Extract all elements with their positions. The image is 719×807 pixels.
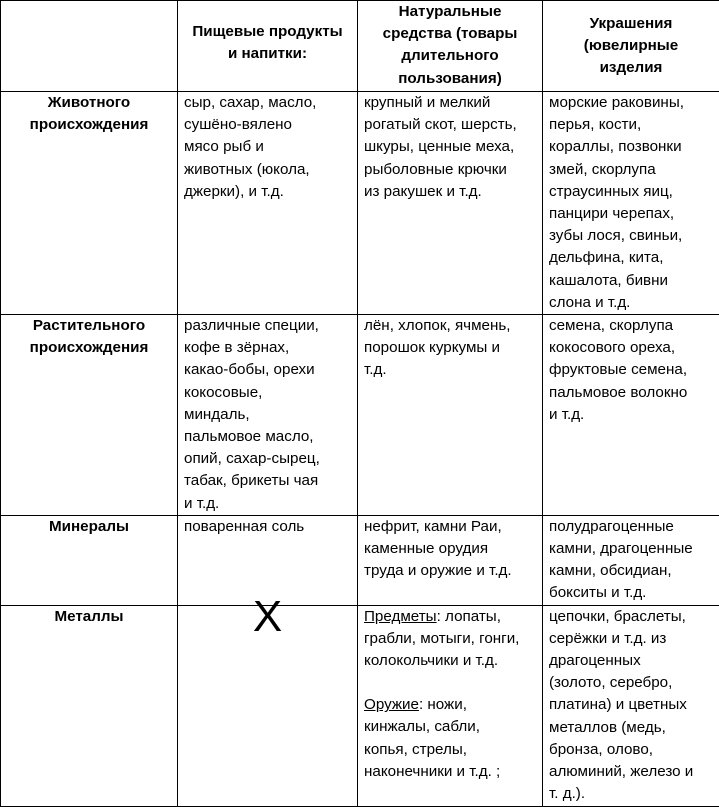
cell-line: шкуры, ценные меха, [364, 136, 536, 158]
cell-line: камни, драгоценные [549, 538, 713, 560]
cell-line: пальмовое волокно [549, 382, 713, 404]
cell-metals-natural [358, 605, 543, 806]
header-natural-line: Натуральные [364, 1, 536, 23]
cell-line: и т.д. [184, 493, 351, 515]
cell-line: страусинных яиц, [549, 181, 713, 203]
header-jewelry-line: (ювелирные [549, 35, 713, 57]
cell-line: драгоценных [549, 650, 713, 672]
cell-line: бронза, олово, [549, 739, 713, 761]
header-natural-cell [358, 1, 543, 92]
cell-line: панцири черепах, [549, 203, 713, 225]
table-row-animal [1, 92, 719, 315]
header-natural-line: пользования) [364, 68, 536, 90]
cell-line: миндаль, [184, 404, 351, 426]
cell-line: сыр, сахар, масло, [184, 92, 351, 114]
row-label-line: Минералы [7, 516, 171, 538]
cell-minerals-natural [358, 515, 543, 605]
cell-line [364, 694, 536, 716]
paragraph-gap [364, 672, 536, 694]
cell-line: мясо рыб и [184, 136, 351, 158]
cell-line: камни, обсидиан, [549, 560, 713, 582]
cell-plant-jewelry [543, 315, 719, 516]
header-food-cell [178, 1, 358, 92]
cell-line: морские раковины, [549, 92, 713, 114]
cell-line: бокситы и т.д. [549, 582, 713, 604]
cell-line: табак, брикеты чая [184, 470, 351, 492]
cell-line: каменные орудия [364, 538, 536, 560]
cell-line: из ракушек и т.д. [364, 181, 536, 203]
cell-line: зубы лося, свиньи, [549, 225, 713, 247]
cell-line: порошок куркумы и [364, 337, 536, 359]
cell-line: металлов (медь, [549, 717, 713, 739]
cell-line: т.д. [364, 359, 536, 381]
cell-line: грабли, мотыги, гонги, [364, 628, 536, 650]
table-row-plant [1, 315, 719, 516]
header-corner-cell [1, 1, 178, 92]
cell-metals-jewelry [543, 605, 719, 806]
cell-line: джерки), и т.д. [184, 181, 351, 203]
cell-line: алюминий, железо и [549, 761, 713, 783]
cell-line: слона и т.д. [549, 292, 713, 314]
row-label-metals [1, 605, 178, 806]
cell-line: и т.д. [549, 404, 713, 426]
row-label-line: Растительного [7, 315, 171, 337]
cell-line: колокольчики и т.д. [364, 650, 536, 672]
cell-line: различные специи, [184, 315, 351, 337]
cell-line: кинжалы, сабли, [364, 716, 536, 738]
cell-metals-food-not-applicable-mark: X [178, 605, 358, 806]
row-label-minerals [1, 515, 178, 605]
cell-line: платина) и цветных [549, 694, 713, 716]
cell-line: пальмовое масло, [184, 426, 351, 448]
cell-line: полудрагоценные [549, 516, 713, 538]
header-food-line: и напитки: [184, 43, 351, 65]
weapons-category-label: Оружие [364, 696, 419, 713]
weapons-first-line-rest: : ножи, [419, 696, 467, 713]
header-natural-line: средства (товары [364, 23, 536, 45]
cell-plant-natural [358, 315, 543, 516]
cell-line: нефрит, камни Раи, [364, 516, 536, 538]
header-row [1, 1, 719, 92]
header-jewelry-line: изделия [549, 57, 713, 79]
cell-line: труда и оружие и т.д. [364, 560, 536, 582]
row-label-line: Металлы [7, 606, 171, 628]
cell-line: фруктовые семена, [549, 359, 713, 381]
row-label-line: происхождения [7, 337, 171, 359]
cell-line: серёжки и т.д. из [549, 628, 713, 650]
cell-line: лён, хлопок, ячмень, [364, 315, 536, 337]
row-label-plant [1, 315, 178, 516]
cell-line: змей, скорлупа [549, 159, 713, 181]
cell-line: кашалота, бивни [549, 270, 713, 292]
cell-line: наконечники и т.д. ; [364, 761, 536, 783]
cell-line [364, 606, 536, 628]
cell-line: кокосового ореха, [549, 337, 713, 359]
cell-line: кофе в зёрнах, [184, 337, 351, 359]
cell-line: сушёно-вялено [184, 114, 351, 136]
cell-line: копья, стрелы, [364, 739, 536, 761]
items-first-line-rest: : лопаты, [437, 608, 501, 625]
cell-animal-jewelry [543, 92, 719, 315]
header-jewelry-cell [543, 1, 719, 92]
table-row-metals [1, 605, 719, 806]
cell-line: поваренная соль [184, 516, 351, 538]
cell-animal-food [178, 92, 358, 315]
header-jewelry-line: Украшения [549, 13, 713, 35]
cell-line: опий, сахар-сырец, [184, 448, 351, 470]
cell-line: семена, скорлупа [549, 315, 713, 337]
row-label-line: Животного [7, 92, 171, 114]
cell-animal-natural [358, 92, 543, 315]
cell-line: рыболовные крючки [364, 159, 536, 181]
cell-line: кокосовые, [184, 382, 351, 404]
row-label-animal [1, 92, 178, 315]
cell-line: кораллы, позвонки [549, 136, 713, 158]
row-label-line: происхождения [7, 114, 171, 136]
cell-line: (золото, серебро, [549, 672, 713, 694]
header-food-line: Пищевые продукты [184, 21, 351, 43]
cell-plant-food [178, 315, 358, 516]
cell-line: крупный и мелкий [364, 92, 536, 114]
cell-line: рогатый скот, шерсть, [364, 114, 536, 136]
items-category-label: Предметы [364, 608, 437, 625]
cell-line: животных (юкола, [184, 159, 351, 181]
cell-line: т. д.). [549, 783, 713, 805]
table-row-minerals [1, 515, 719, 605]
header-natural-line: длительного [364, 45, 536, 67]
cell-line: какао-бобы, орехи [184, 359, 351, 381]
cell-line: цепочки, браслеты, [549, 606, 713, 628]
cell-line: дельфина, кита, [549, 247, 713, 269]
cell-line: перья, кости, [549, 114, 713, 136]
cell-minerals-jewelry [543, 515, 719, 605]
